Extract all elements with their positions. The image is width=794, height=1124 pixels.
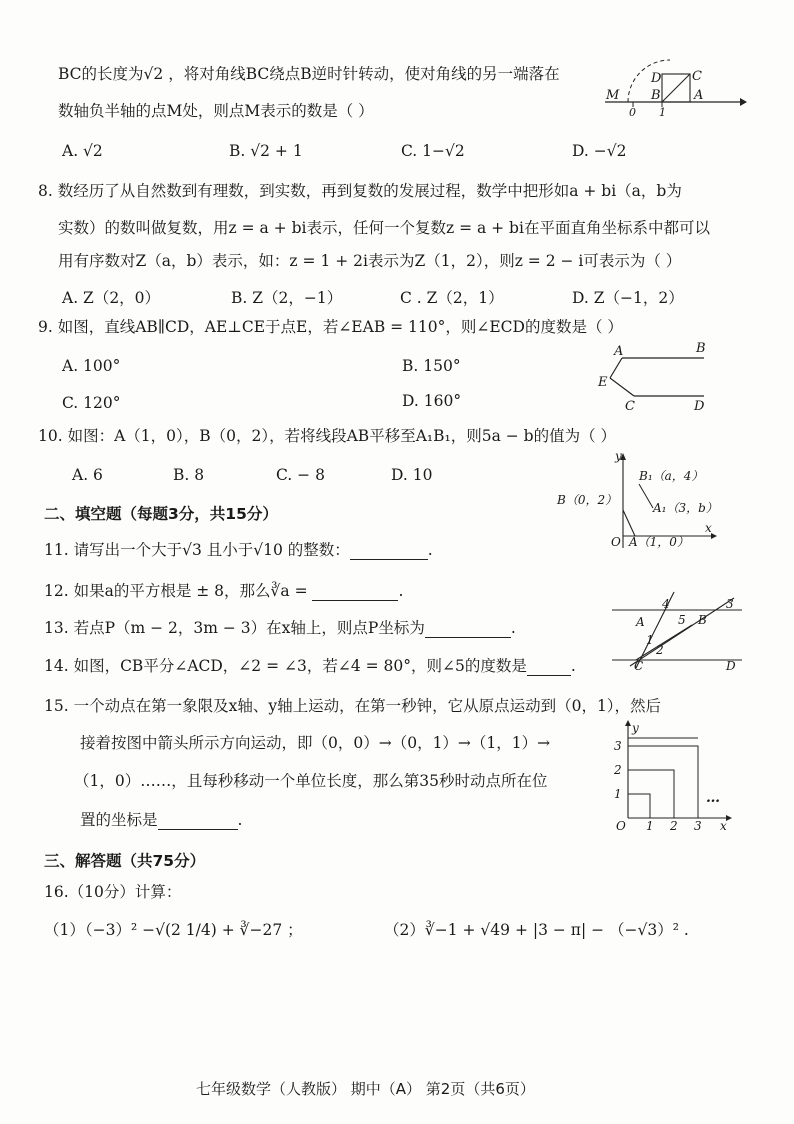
q14-fig-label-a: A xyxy=(636,615,645,629)
q10-option-c: C. − 8 xyxy=(276,466,325,484)
q15-fig-label-y2: 2 xyxy=(614,763,622,777)
q15-fig-label-x: x xyxy=(720,819,727,833)
q9-fig-label-e: E xyxy=(598,375,608,390)
q13-text: 13. 若点P（m − 2，3m − 3）在x轴上，则点P坐标为 xyxy=(44,619,425,637)
q12-answer-blank[interactable] xyxy=(312,584,398,601)
q10-fig-label-b: B（0，2） xyxy=(557,493,618,507)
q16-part2: （2）∛−1 + √49 + |3 − π| − （−√3）² . xyxy=(384,921,689,939)
q11-text: 11. 请写出一个大于√3 且小于√10 的整数： xyxy=(44,541,350,559)
q7-option-b: B. √2 + 1 xyxy=(229,142,303,160)
section-3-heading: 三、解答题（共75分） xyxy=(44,852,206,870)
q8-line2: 实数）的数叫做复数，用z = a + bi表示，任何一个复数z = a + bi在平面直角坐标系中都可以 xyxy=(58,219,710,237)
q15-line2: 接着按图中箭头所示方向运动，即（0，0）→（0，1）→（1，1）→ xyxy=(80,734,551,752)
q7-line1: BC的长度为√2 ，将对角线BC绕点B逆时针转动，使对角线的另一端落在 xyxy=(58,65,560,83)
q8-option-a: A. Z（2，0） xyxy=(62,289,161,307)
q14-fig-label-5: 5 xyxy=(678,613,686,627)
q15-fig-label-x1: 1 xyxy=(646,819,654,833)
q14-fig-label-d: D xyxy=(726,659,736,670)
q7-fig-label-0: 0 xyxy=(629,106,636,119)
q16-part1: （1）（−3）² −√(2 1/4) + ∛−27 ； xyxy=(44,921,303,939)
q8-line3: 用有序数对Z（a，b）表示，如：z = 1 + 2i表示为Z（1，2），则z = 2 − i可表示为（ ） xyxy=(58,252,682,270)
q7-option-c: C. 1−√2 xyxy=(401,142,465,160)
q15-line4: 置的坐标是 . xyxy=(80,811,243,829)
q9-option-b: B. 150° xyxy=(402,357,461,375)
q8-line1: 8. 数经历了从自然数到有理数，到实数，再到复数的发展过程，数学中把形如a + bi（a，b为 xyxy=(38,182,682,200)
q14-fig-label-4: 4 xyxy=(662,597,670,611)
q15-line3: （1，0）……，且每秒移动一个单位长度，那么第35秒时动点所在位 xyxy=(74,772,548,790)
q9-fig-label-a: A xyxy=(614,344,624,359)
q9-figure xyxy=(592,338,722,416)
q10-stem: 10. 如图：A（1，0），B（0，2），若将线段AB平移至A₁B₁，则5a − b的值为（ ） xyxy=(38,427,616,445)
q14-text: 14. 如图，CB平分∠ACD，∠2 = ∠3，若∠4 = 80°，则∠5的度数是 xyxy=(44,657,527,675)
q15-fig-label-x2: 2 xyxy=(670,819,678,833)
q12: 12. 如果a的平方根是 ± 8，那么∛a = . xyxy=(44,582,404,600)
q9-option-d: D. 160° xyxy=(402,392,462,410)
q15-line1: 15. 一个动点在第一象限及x轴、y轴上运动，在第一秒钟，它从原点运动到（0，1），然后 xyxy=(44,697,662,715)
q15-fig-label-y: y xyxy=(632,721,639,735)
q14-figure xyxy=(606,588,746,670)
q13: 13. 若点P（m − 2，3m − 3）在x轴上，则点P坐标为 . xyxy=(44,619,516,637)
q7-line2: 数轴负半轴的点M处，则点M表示的数是（ ） xyxy=(58,102,374,120)
q16-title: 16.（10分）计算： xyxy=(44,883,182,901)
q8-option-b: B. Z（2，−1） xyxy=(231,289,343,307)
q14-fig-label-c: C xyxy=(634,659,644,670)
q9-option-a: A. 100° xyxy=(62,357,121,375)
q7-fig-label-a: A xyxy=(694,88,704,103)
q7-fig-label-d: D xyxy=(651,71,662,86)
q7-option-a: A. √2 xyxy=(62,142,103,160)
q12-text: 12. 如果a的平方根是 ± 8，那么∛a = xyxy=(44,582,313,600)
q9-fig-label-d: D xyxy=(694,399,705,414)
q15-fig-label-o: O xyxy=(616,819,626,833)
q7-fig-label-b: B xyxy=(651,88,661,103)
q7-option-d: D. −√2 xyxy=(572,142,627,160)
q13-answer-blank[interactable] xyxy=(425,621,511,638)
q15-line4-text: 置的坐标是 xyxy=(80,811,158,829)
q11: 11. 请写出一个大于√3 且小于√10 的整数： . xyxy=(44,541,433,559)
q10-fig-label-b1: B₁（a，4） xyxy=(639,469,704,483)
q9-fig-label-b: B xyxy=(696,341,706,356)
q9-fig-label-c: C xyxy=(625,399,635,414)
q15-fig-label-y3: 3 xyxy=(614,739,622,753)
q10-fig-label-a1: A₁（3，b） xyxy=(653,501,718,515)
q10-fig-label-y: y xyxy=(615,449,622,463)
q7-fig-label-m: M xyxy=(606,88,620,103)
q7-figure xyxy=(600,52,750,122)
q15-fig-label-x3: 3 xyxy=(694,819,702,833)
q14-fig-label-1: 1 xyxy=(646,633,654,647)
q10-option-d: D. 10 xyxy=(391,466,433,484)
q15-answer-blank[interactable] xyxy=(158,813,238,830)
section-2-heading: 二、填空题（每题3分，共15分） xyxy=(44,505,278,523)
q15-figure xyxy=(608,718,738,836)
q10-option-b: B. 8 xyxy=(173,466,205,484)
q8-option-c: C . Z（2，1） xyxy=(400,289,504,307)
q10-figure xyxy=(553,448,723,552)
q10-fig-label-a: A（1，0） xyxy=(629,535,689,549)
q7-fig-label-1: 1 xyxy=(659,106,666,119)
q9-stem: 9. 如图，直线AB∥CD，AE⊥CE于点E，若∠EAB = 110°，则∠ECD的度数是（ ） xyxy=(38,318,623,336)
q10-fig-label-x: x xyxy=(705,521,712,535)
q14-fig-label-3: 3 xyxy=(726,597,734,611)
q14-answer-blank[interactable] xyxy=(527,659,571,676)
q14-fig-label-2: 2 xyxy=(656,643,664,657)
page-footer: 七年级数学（人教版） 期中（A） 第2页（共6页） xyxy=(196,1080,535,1098)
q15-fig-ellipsis: … xyxy=(706,790,720,806)
q10-option-a: A. 6 xyxy=(72,466,103,484)
q15-fig-label-y1: 1 xyxy=(614,787,622,801)
q7-fig-label-c: C xyxy=(692,69,702,84)
q11-answer-blank[interactable] xyxy=(350,543,428,560)
q14-fig-label-b: B xyxy=(698,613,707,627)
q8-option-d: D. Z（−1，2） xyxy=(572,289,684,307)
q9-option-c: C. 120° xyxy=(62,394,121,412)
q14: 14. 如图，CB平分∠ACD，∠2 = ∠3，若∠4 = 80°，则∠5的度数是 . xyxy=(44,657,576,675)
q10-fig-label-o: O xyxy=(611,535,621,549)
